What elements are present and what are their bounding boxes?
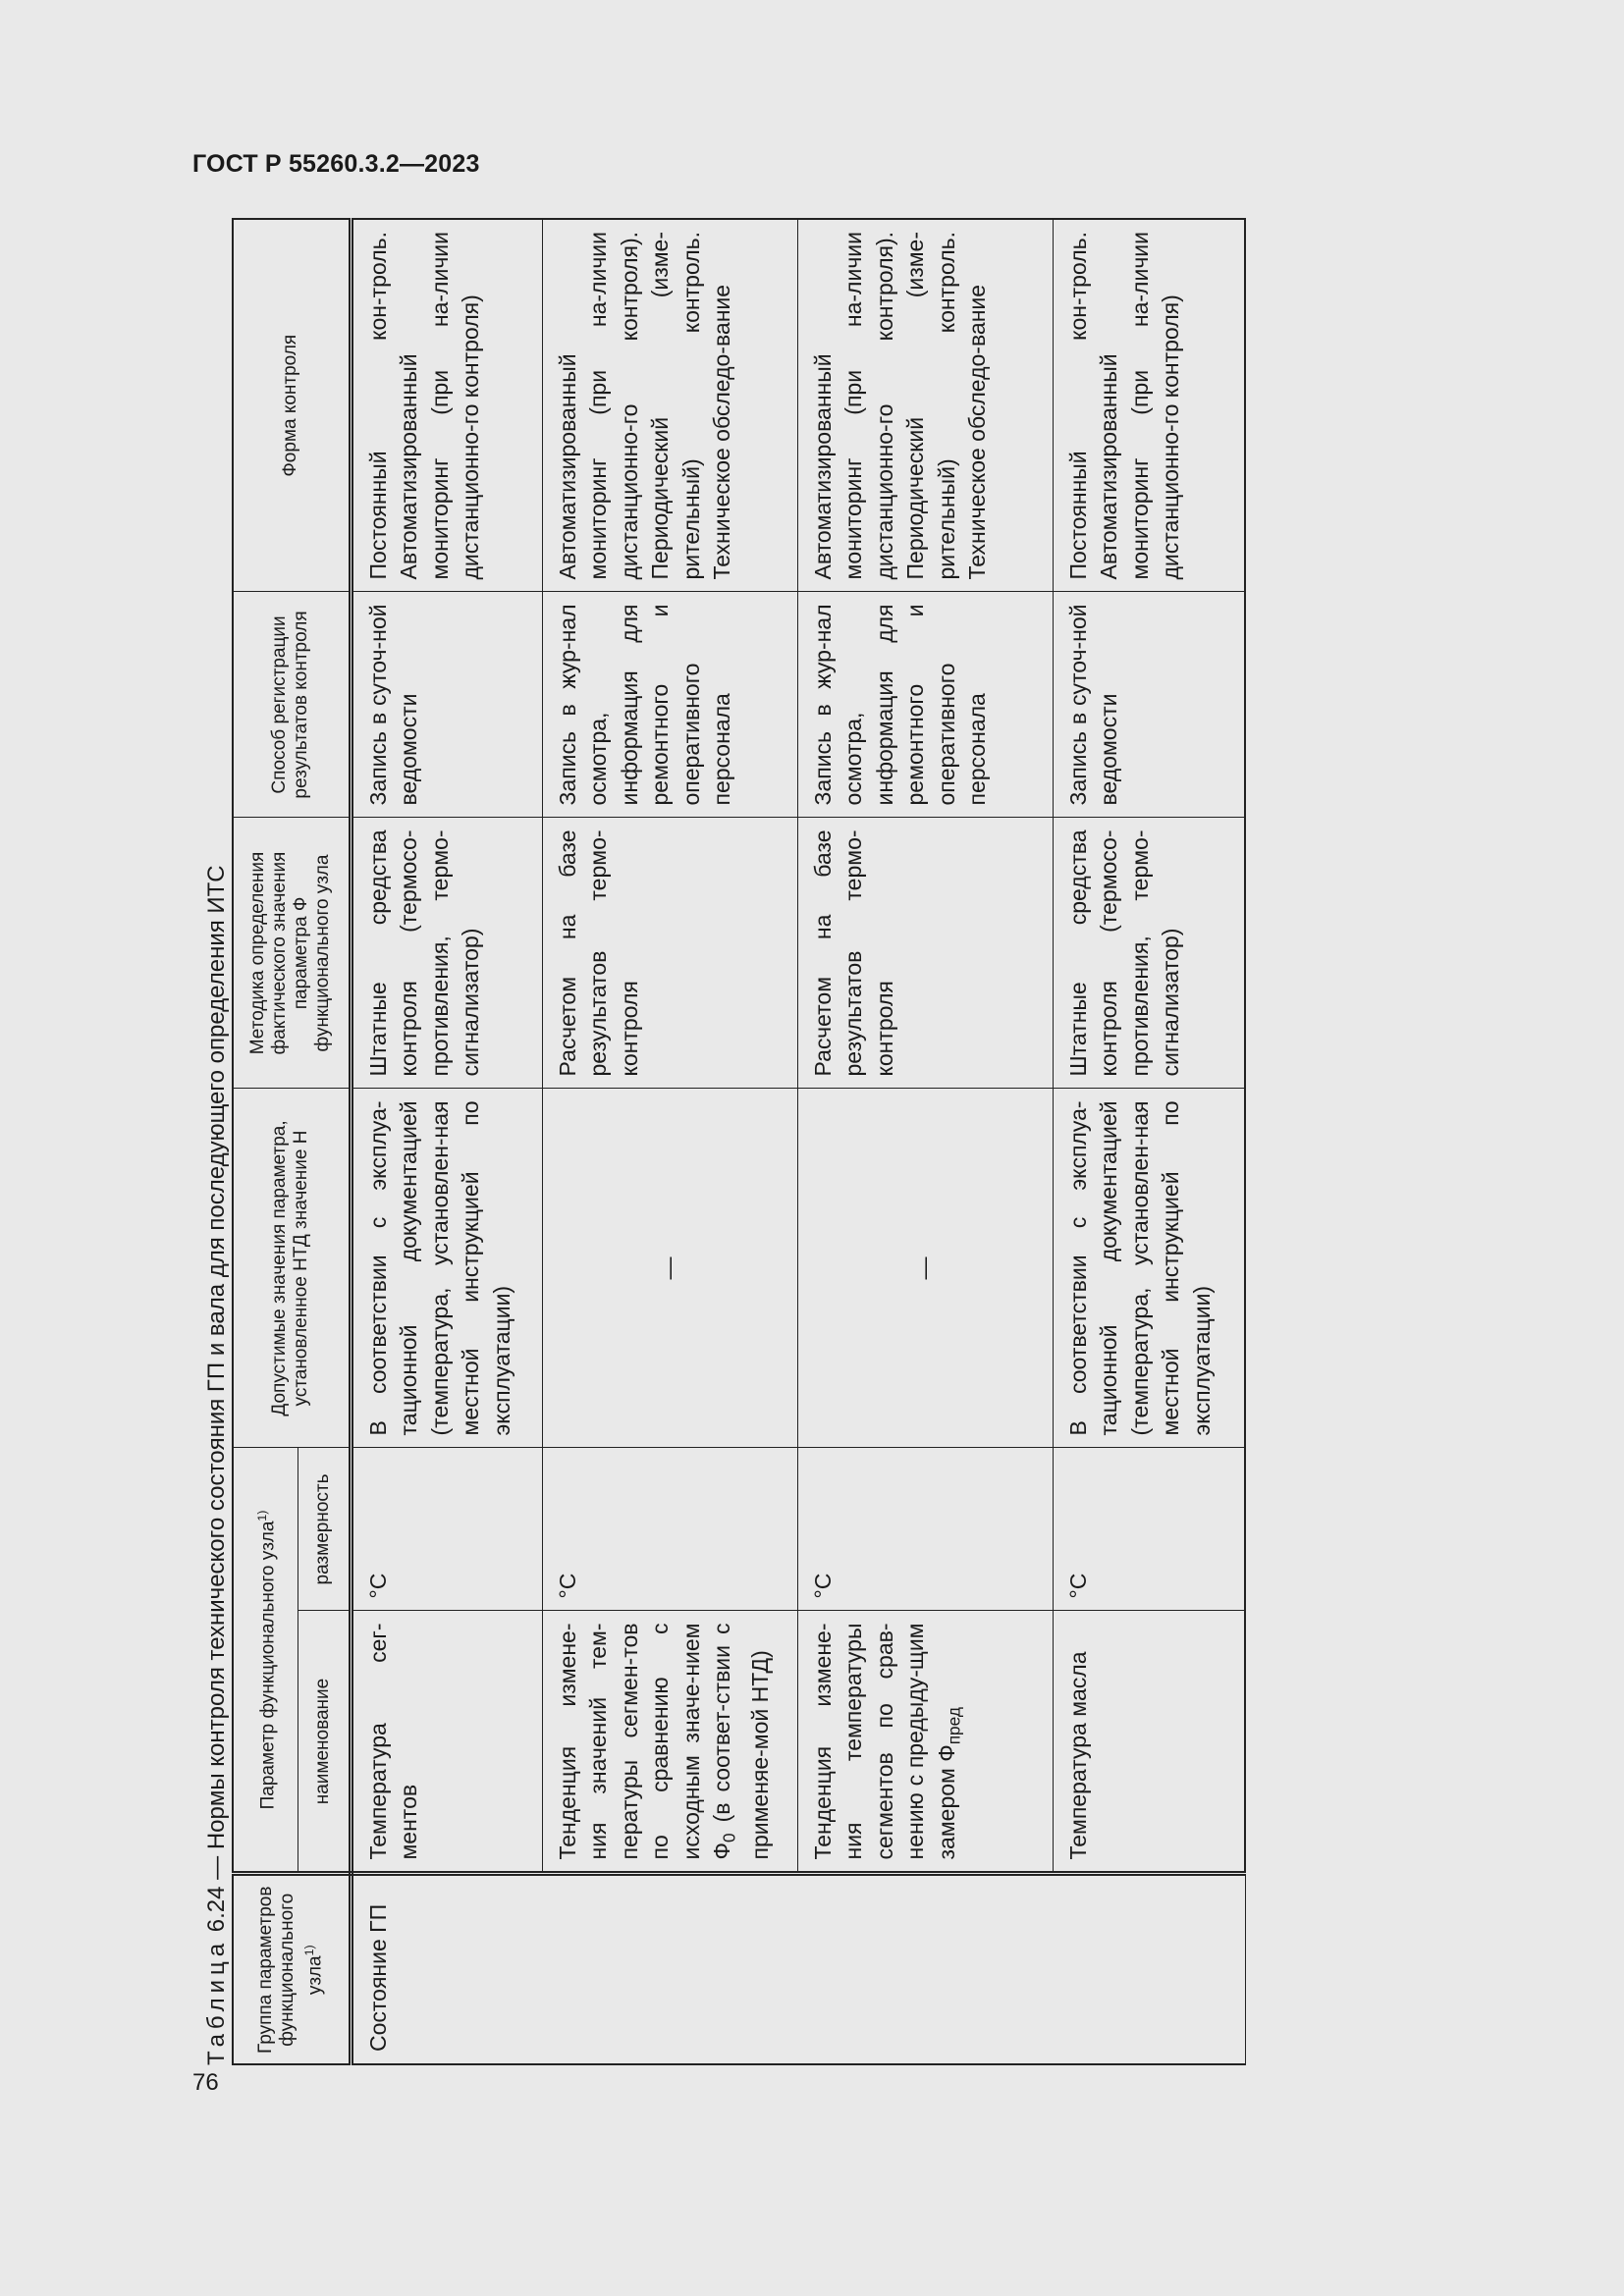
header-registration: Способ регистрации результатов контроля (233, 592, 351, 818)
table-row (351, 219, 542, 2064)
dimension-cell: °С (797, 1448, 1053, 1611)
form-cell: Автоматизированный мониторинг (при на-личии дистанционно-го контроля). Периодический (изме-рительный) контроль. Техническое обследо-вание (542, 219, 797, 592)
method-cell: Штатные средства контроля (термосо-противления, термо-сигнализатор) (1053, 818, 1245, 1089)
form-cell: Постоянный кон-троль. Автоматизированный мониторинг (при на-личии дистанционно-го контроля) (1053, 219, 1245, 592)
table-row (797, 219, 1053, 2064)
caption-prefix: Таблица (203, 1938, 230, 2065)
header-method: Методика определения фактического значения параметра Ф функционального узла (233, 818, 351, 1089)
table-row (1053, 219, 1245, 2064)
param-name-cell: Температура сег-ментов (351, 1611, 542, 1874)
table-row (542, 219, 797, 2064)
table-caption (200, 220, 236, 2065)
header-dimension: размерность (298, 1448, 351, 1611)
control-norms-table (232, 218, 1246, 2065)
header-allowed: Допустимые значения параметра, установленное НТД значение Н (233, 1089, 351, 1448)
caption-number: 6.24 (203, 1886, 230, 1933)
allowed-cell: — (797, 1089, 1053, 1448)
registration-cell: Запись в суточ-ной ведомости (1053, 592, 1245, 818)
allowed-cell: — (542, 1089, 797, 1448)
registration-cell: Запись в жур-нал осмотра, информация для ремонтного и оперативного персонала (797, 592, 1053, 818)
header-name: наименование (298, 1611, 351, 1874)
caption-text: — Нормы контроля технического состояния ГП и вала для последующего определения ИТС (203, 865, 230, 1880)
document-header: ГОСТ Р 55260.3.2—2023 (192, 150, 480, 178)
header-form: Форма контроля (233, 219, 351, 592)
dimension-cell: °С (1053, 1448, 1245, 1611)
allowed-cell: В соответствии с эксплуа-тационной документацией (температура, установлен-ная местной инструкцией по эксплуатации) (1053, 1089, 1245, 1448)
method-cell: Расчетом на базе результатов термо-контроля (797, 818, 1053, 1089)
registration-cell: Запись в суточ-ной ведомости (351, 592, 542, 818)
dimension-cell: °С (351, 1448, 542, 1611)
param-name-cell: Тенденция измене-ния значений тем-пературы сегмен-тов по сравнению с исходным значе-нием $Ф_0$ (в соответ-ствии с применяе-мой НТД) (542, 1611, 797, 1874)
dimension-cell: °С (542, 1448, 797, 1611)
form-cell: Постоянный кон-троль. Автоматизированный мониторинг (при на-личии дистанционно-го контроля) (351, 219, 542, 592)
rotated-table-block (190, 220, 1255, 2065)
registration-cell: Запись в жур-нал осмотра, информация для ремонтного и оперативного персонала (542, 592, 797, 818)
page-number: 76 (192, 2069, 219, 2096)
param-name-cell: Температура масла (1053, 1611, 1245, 1874)
header-param: Параметр функционального узла$^{1)}$ (233, 1448, 298, 1874)
param-name-cell: Тенденция измене-ния температуры сегментов по срав-нению с предыду-щим замером $Ф_{пред}$ (797, 1611, 1053, 1874)
method-cell: Штатные средства контроля (термосо-противления, термо-сигнализатор) (351, 818, 542, 1089)
group-cell: Состояние ГП (351, 1874, 1245, 2064)
header-group: Группа параметров функционального узла$^{1)}$ (233, 1874, 351, 2064)
allowed-cell: В соответствии с эксплуа-тационной документацией (температура, установлен-ная местной инструкцией по эксплуатации) (351, 1089, 542, 1448)
method-cell: Расчетом на базе результатов термо-контроля (542, 818, 797, 1089)
form-cell: Автоматизированный мониторинг (при на-личии дистанционно-го контроля). Периодический (изме-рительный) контроль. Техническое обследо-вание (797, 219, 1053, 592)
